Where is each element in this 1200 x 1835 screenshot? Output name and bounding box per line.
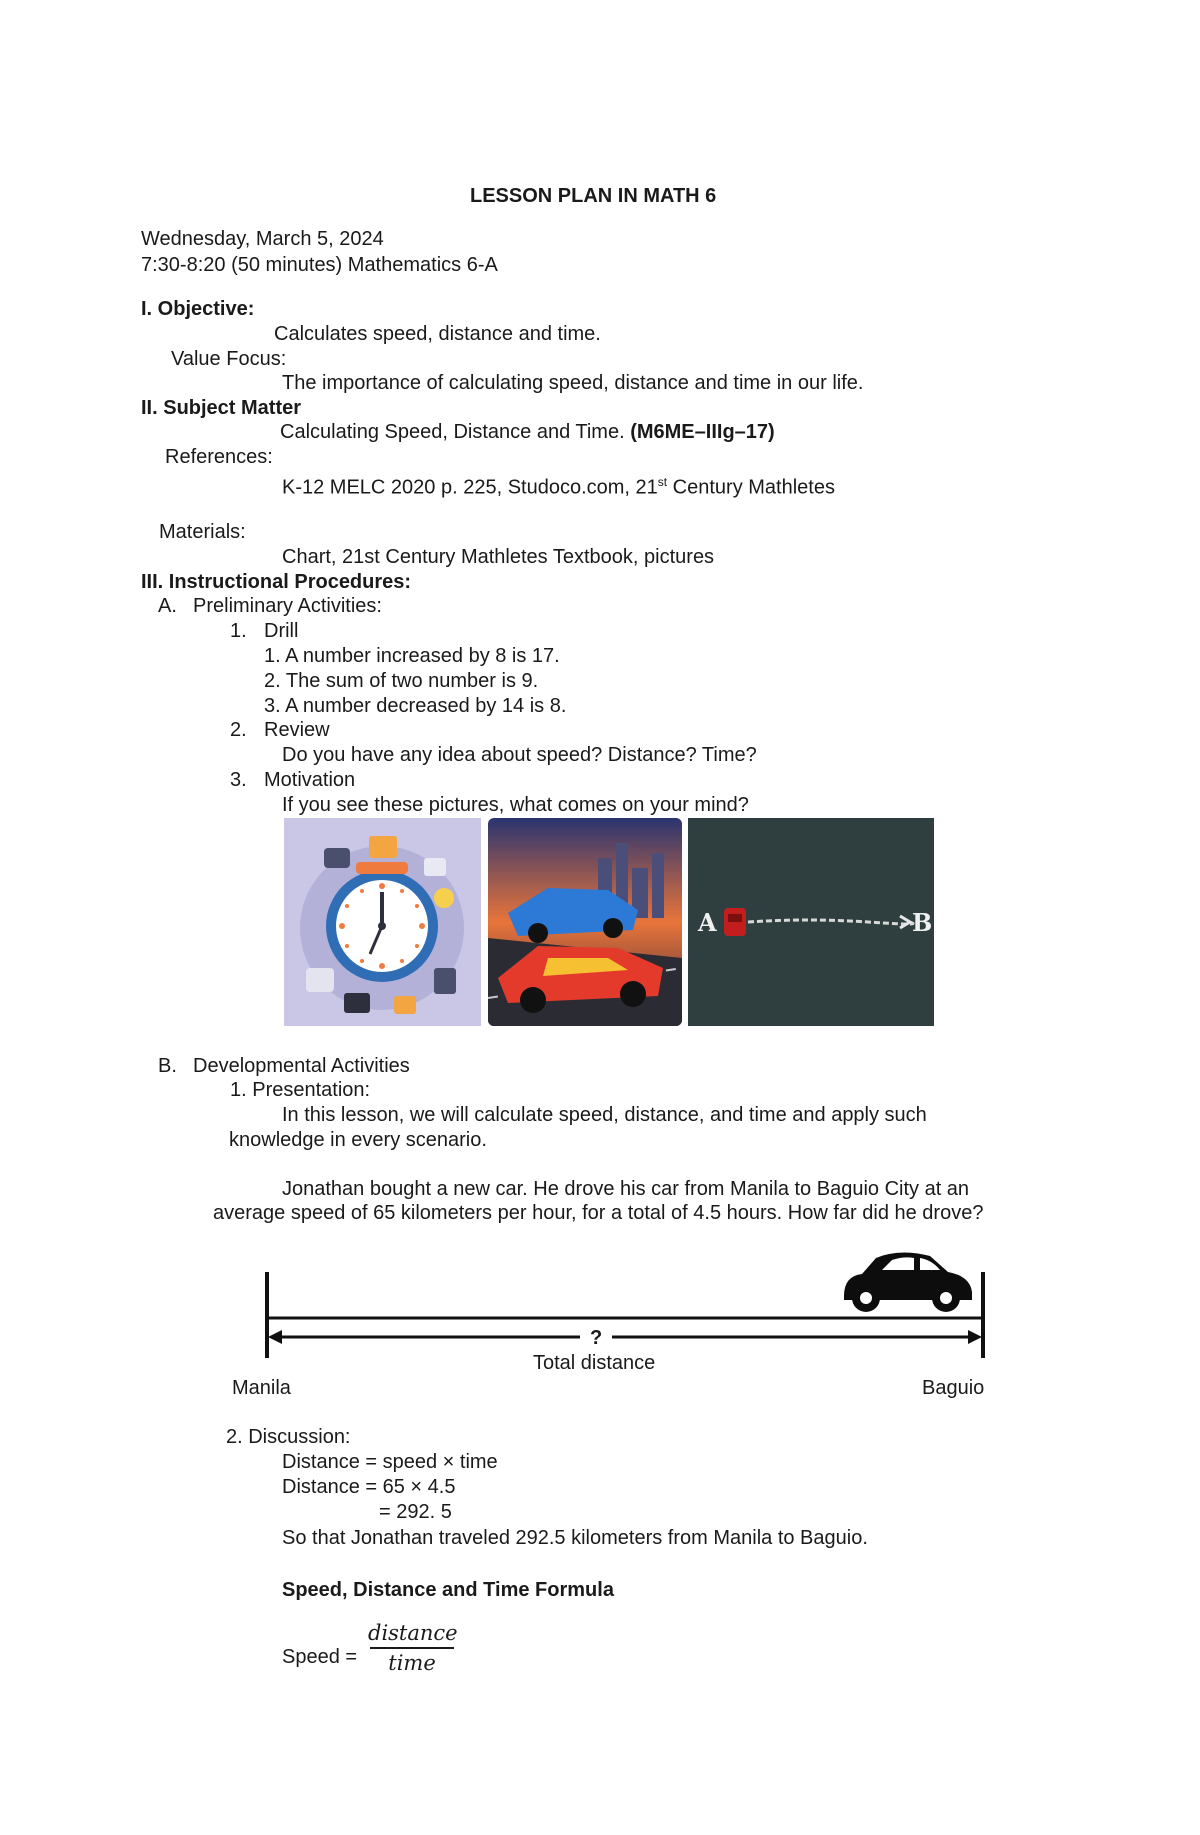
end-city-label: Baguio — [922, 1377, 985, 1399]
unknown-distance-mark: ? — [590, 1327, 603, 1349]
drill-item: 1. A number increased by 8 is 17. — [264, 645, 560, 667]
problem-line: average speed of 65 kilometers per hour, for a total of 4.5 hours. How far did he drove? — [213, 1202, 984, 1224]
references-sup: st — [657, 475, 668, 489]
car-icon — [844, 1252, 972, 1312]
arrowhead-left-icon — [268, 1330, 282, 1344]
review-title: Review — [264, 719, 330, 741]
subject-topic-text: Calculating Speed, Distance and Time. — [280, 421, 625, 443]
melc-code: (M6ME–IIIg–17) — [630, 421, 775, 443]
arrowhead-right-icon — [968, 1330, 982, 1344]
motivation-text: If you see these pictures, what comes on your mind? — [282, 794, 749, 816]
motivation-title: Motivation — [264, 769, 356, 791]
lesson-schedule: 7:30-8:20 (50 minutes) Mathematics 6-A — [141, 254, 498, 276]
subject-matter-heading: II. Subject Matter — [141, 397, 302, 419]
references-tail: Century Mathletes — [667, 476, 835, 499]
conclusion-text: So that Jonathan traveled 292.5 kilometers from Manila to Baguio. — [282, 1527, 868, 1549]
speed-fraction — [368, 1620, 456, 1676]
formula-label: Speed = — [282, 1646, 358, 1668]
value-focus-label: Value Focus: — [171, 348, 287, 370]
section-b-label: B. — [158, 1055, 177, 1077]
problem-line: Jonathan bought a new car. He drove his car from Manila to Baguio City at an — [282, 1178, 970, 1200]
discussion-line: Distance = speed × time — [282, 1451, 498, 1473]
section-a-label: A. — [158, 595, 177, 617]
page-title: LESSON PLAN IN MATH 6 — [470, 185, 717, 207]
discussion-title: 2. Discussion: — [226, 1426, 351, 1448]
lesson-date: Wednesday, March 5, 2024 — [141, 228, 384, 250]
start-city-label: Manila — [232, 1377, 291, 1399]
section-b-title: Developmental Activities — [193, 1055, 410, 1077]
materials-text: Chart, 21st Century Mathletes Textbook, pictures — [282, 546, 715, 568]
drill-number: 1. — [230, 620, 247, 642]
materials-label: Materials: — [159, 521, 246, 543]
point-a-label: A — [698, 908, 717, 937]
formula-heading: Speed, Distance and Time Formula — [282, 1579, 614, 1601]
review-number: 2. — [230, 719, 247, 741]
drill-item: 2. The sum of two number is 9. — [264, 670, 539, 692]
presentation-line: knowledge in every scenario. — [229, 1129, 487, 1151]
procedures-heading: III. Instructional Procedures: — [141, 571, 412, 593]
drill-item: 3. A number decreased by 14 is 8. — [264, 695, 567, 717]
motivation-number: 3. — [230, 769, 247, 791]
value-focus-text: The importance of calculating speed, distance and time in our life. — [282, 372, 864, 394]
presentation-title: 1. Presentation: — [230, 1079, 371, 1101]
objective-text: Calculates speed, distance and time. — [274, 323, 601, 345]
drill-title: Drill — [264, 620, 299, 642]
presentation-line: In this lesson, we will calculate speed, distance, and time and apply such — [282, 1104, 927, 1126]
fraction-numerator: distance — [368, 1621, 458, 1645]
point-b-label: B — [912, 908, 933, 937]
section-a-title: Preliminary Activities: — [193, 595, 382, 617]
discussion-line: = 292. 5 — [379, 1501, 452, 1523]
references-main: K-12 MELC 2020 p. 225, Studoco.com, 21 — [282, 476, 658, 499]
fraction-bar — [370, 1647, 454, 1649]
objective-heading: I. Objective: — [141, 298, 255, 320]
references-label: References: — [165, 446, 273, 468]
discussion-line: Distance = 65 × 4.5 — [282, 1476, 456, 1498]
total-distance-label: Total distance — [533, 1352, 656, 1374]
fraction-denominator: time — [388, 1651, 436, 1675]
review-text: Do you have any idea about speed? Distance? Time? — [282, 744, 757, 766]
